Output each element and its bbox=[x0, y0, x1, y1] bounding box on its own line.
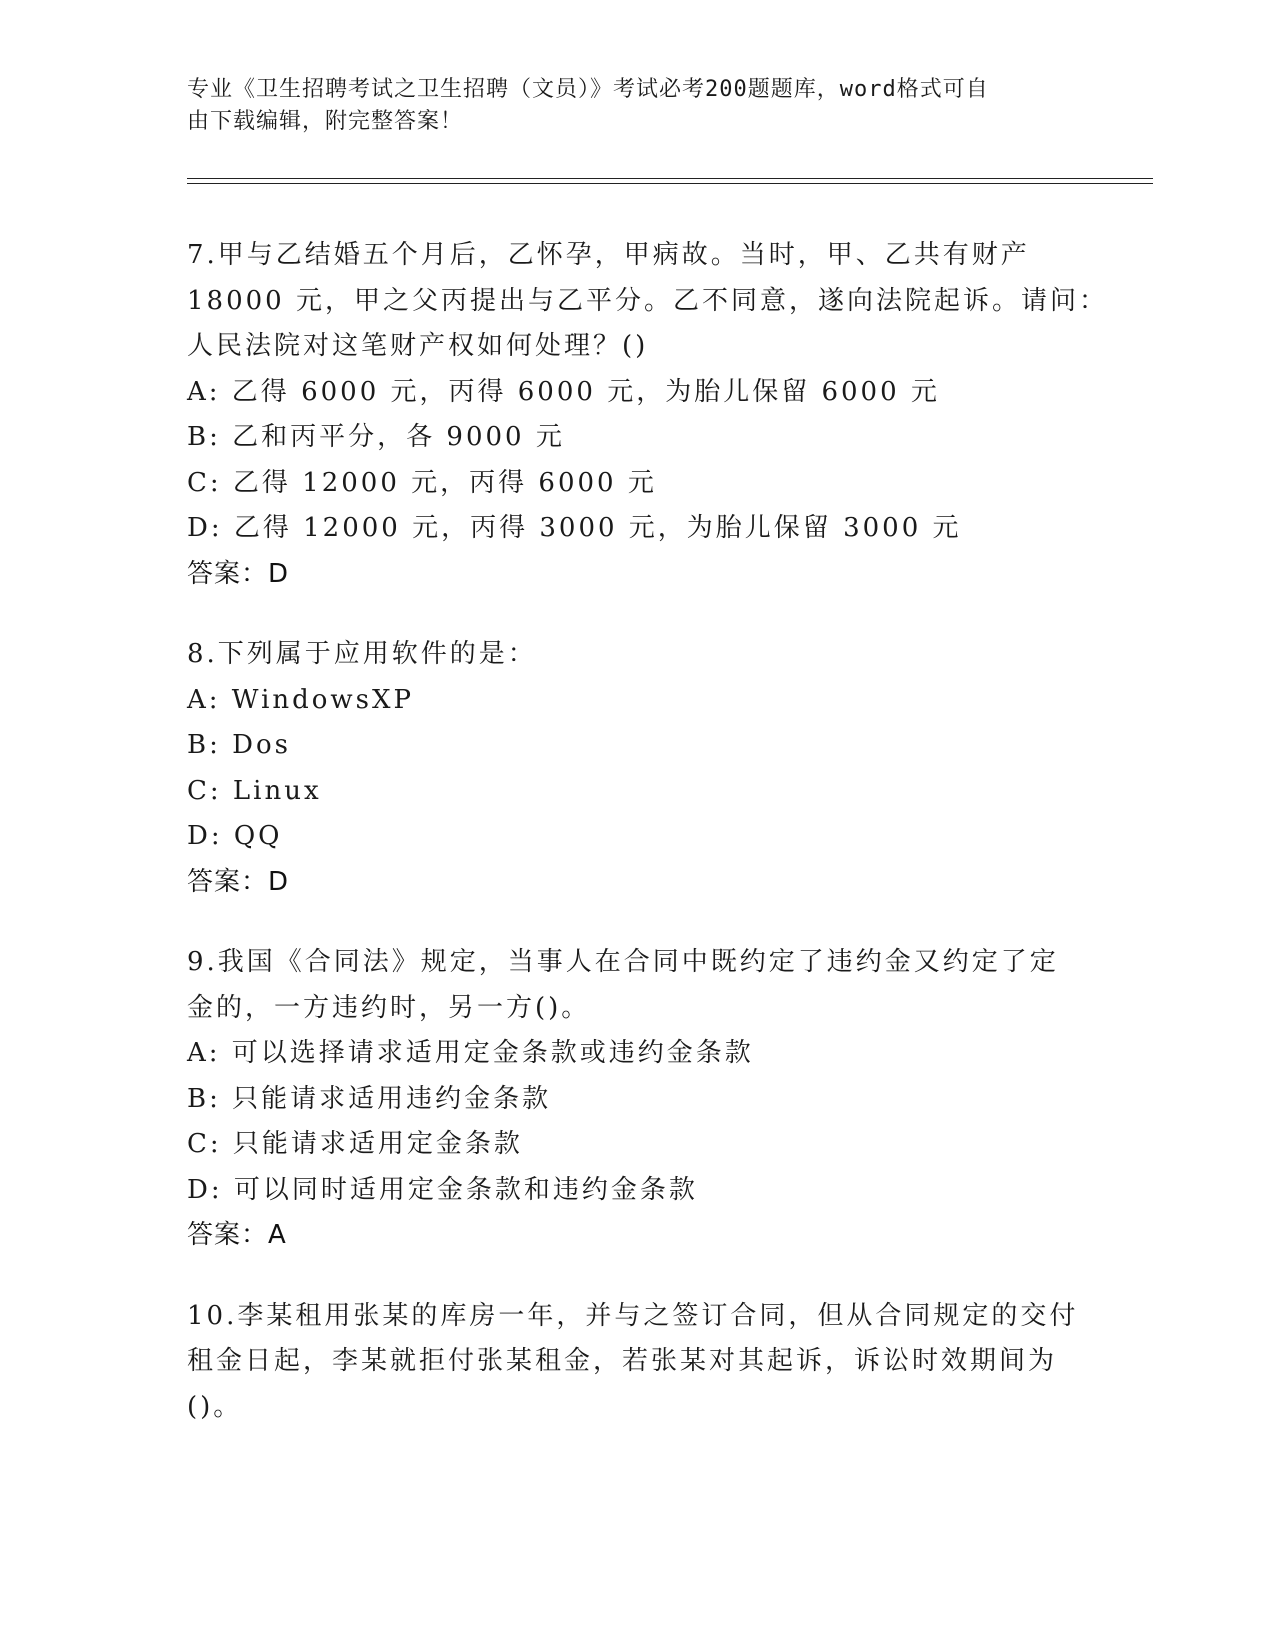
answer-line: 答案：A bbox=[187, 1220, 287, 1250]
option-c: C: Linux bbox=[187, 775, 322, 806]
answer-line: 答案：D bbox=[187, 558, 290, 589]
stem-line: 7.甲与乙结婚五个月后，乙怀孕，甲病故。当时，甲、乙共有财产 bbox=[187, 240, 1030, 270]
header-title-line-1: 专业《卫生招聘考试之卫生招聘（文员）》考试必考200题题库，word格式可自 bbox=[187, 77, 989, 102]
option-a: A: 可以选择请求适用定金条款或违约金条款 bbox=[187, 1038, 754, 1068]
stem-line: 金的，一方违约时，另一方()。 bbox=[187, 992, 591, 1023]
option-d: D: QQ bbox=[187, 821, 283, 851]
header-title-line-2: 由下载编辑，附完整答案！ bbox=[187, 109, 464, 134]
option-b: B: 只能请求适用违约金条款 bbox=[187, 1083, 552, 1114]
stem-line: ()。 bbox=[187, 1391, 243, 1422]
header-divider-bottom bbox=[187, 183, 1153, 184]
header-divider-top bbox=[187, 178, 1153, 179]
question-9 bbox=[187, 940, 1087, 1259]
option-c: C: 只能请求适用定金条款 bbox=[187, 1129, 523, 1159]
document-header bbox=[187, 74, 1067, 138]
option-c: C: 乙得 12000 元，丙得 6000 元 bbox=[187, 467, 657, 498]
question-7 bbox=[187, 233, 1108, 597]
stem-line: 18000 元，甲之父丙提出与乙平分。乙不同意，遂向法院起诉。请问： bbox=[187, 285, 1108, 316]
stem-line: 10.李某租用张某的库房一年，并与之签订合同，但从合同规定的交付 bbox=[187, 1300, 1079, 1331]
option-a: A: WindowsXP bbox=[187, 684, 415, 715]
option-b: B: Dos bbox=[187, 730, 291, 760]
stem-line: 人民法院对这笔财产权如何处理？() bbox=[187, 331, 649, 361]
question-list bbox=[187, 233, 1108, 1465]
question-stem bbox=[187, 632, 1087, 678]
question-stem bbox=[187, 233, 1108, 370]
question-10 bbox=[187, 1294, 1087, 1431]
option-d: D: 乙得 12000 元，丙得 3000 元，为胎儿保留 3000 元 bbox=[187, 513, 962, 543]
stem-line: 8.下列属于应用软件的是： bbox=[187, 639, 537, 669]
question-8 bbox=[187, 632, 1087, 905]
option-a: A: 乙得 6000 元，丙得 6000 元，为胎儿保留 6000 元 bbox=[187, 376, 940, 407]
stem-line: 租金日起，李某就拒付张某租金，若张某对其起诉，诉讼时效期间为 bbox=[187, 1346, 1058, 1376]
option-d: D: 可以同时适用定金条款和违约金条款 bbox=[187, 1174, 698, 1205]
answer-line: 答案：D bbox=[187, 866, 290, 897]
option-b: B: 乙和丙平分，各 9000 元 bbox=[187, 422, 565, 452]
question-stem bbox=[187, 1294, 1087, 1431]
stem-line: 9.我国《合同法》规定，当事人在合同中既约定了违约金又约定了定 bbox=[187, 947, 1059, 977]
question-stem bbox=[187, 940, 1087, 1031]
